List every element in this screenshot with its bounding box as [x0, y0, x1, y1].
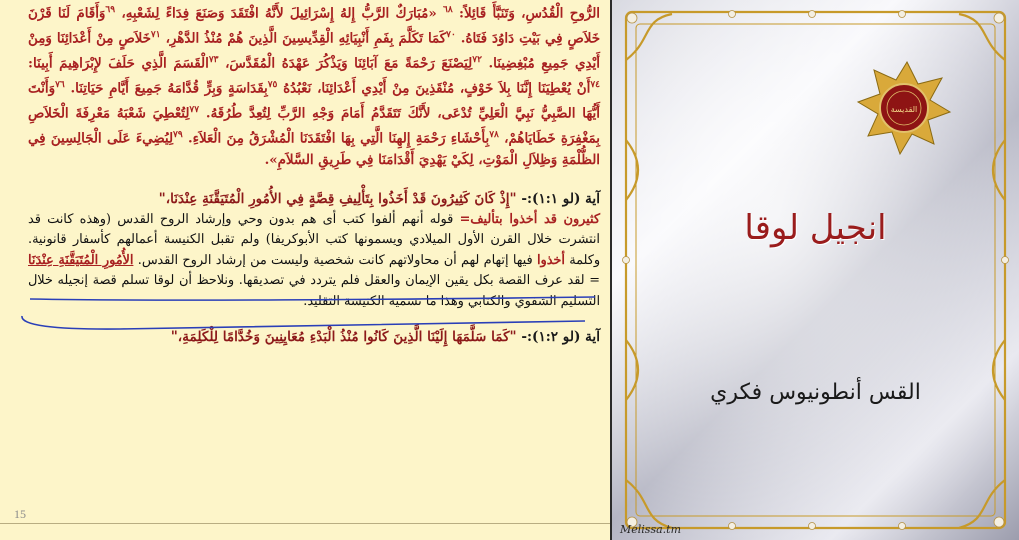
verse-text: الرُّوحِ الْقُدُسِ، وَتَنَبَّأَ قَائِلاً:: [452, 5, 600, 22]
silver-sheen: [612, 0, 1019, 540]
verse-number: ٧٣: [208, 55, 219, 66]
book-author: القس أنطونيوس فكري: [710, 380, 921, 405]
verse-text: بِأَحْشَاءِ رَحْمَةِ إِلهِنَا الَّتِي بِهَا افْتَقَدَنَا الْمُشْرَقُ مِنَ الْعَلاَءِ.: [182, 130, 490, 147]
verse-text: كَمَا تَكَلَّمَ بِفَمِ أَنْبِيَائِهِ الْقِدِّيسِينَ الَّذِينَ هُمْ مُنْذُ الدَّهْرِ،: [160, 30, 447, 47]
commentary-text: فيها إتهام لهم أن محاولاتهم كانت شخصية وليست من إرشاد الروح القدس.: [133, 252, 537, 268]
verse-number: ٧٥: [267, 80, 278, 91]
artist-signature: Melissa.tm: [620, 523, 682, 536]
page-footer-rule: [0, 523, 610, 524]
verse-text: أَنْ يُعْطِيَنَا إِنَّنَا بِلاَ خَوْفٍ، مُنْقَذِينَ مِنْ أَيْدِي أَعْدَائِنَا، نَعْبُدُهُ: [277, 80, 591, 97]
verse-number: ٧٧: [189, 105, 200, 116]
verse-number: ٧٩: [173, 130, 183, 141]
verse-number: ٦٩: [105, 5, 116, 15]
verse-number: ٧٤: [590, 80, 600, 91]
text-body: [28, 0, 600, 348]
verse-paragraph: [28, 0, 600, 172]
verse-text: خَلاَصٍ مِنْ أَعْدَائِنَا وَمِنْ أَيْدِي جَمِيعِ مُبْغِضِينَا.: [28, 30, 601, 72]
cover-page: [612, 0, 1019, 540]
verse-text: بِقَدَاسَةٍ وَبِرٍّ قُدَّامَهُ جَمِيعَ أَيَّامِ حَيَاتِنَا.: [64, 80, 268, 97]
commentary-phrase: الأُمُورِ الْمُتَيَقَّنَةِ عِنْدَنَا: [28, 252, 134, 268]
commentary-keyword: أخذوا: [536, 252, 565, 268]
verse-text: لِيَصْنَعَ رَحْمَةً مَعَ آبَائِنَا وَيَذْكُرَ عَهْدَهُ الْمُقَدَّسَ،: [218, 55, 473, 72]
page-number: 15: [14, 507, 26, 521]
verse-text: وَأَنْتَ أَيُّهَا الصَّبِيُّ نَبِيَّ الْعَلِيِّ تُدْعَى، لأَنَّكَ تَتَقَدَّمُ أَمَامَ وَجْهِ الرَّبِّ لِتُعِدَّ طُرُقَهُ.: [28, 80, 600, 122]
commentary-paragraph: [28, 210, 600, 313]
verse-reference: آية (لو ١:٢):-: [516, 329, 600, 346]
verse-number: ٦٨: [443, 5, 453, 15]
verse-text: لِتُعْطِيَ شَعْبَهُ مَعْرِفَةَ الْخَلاَصِ بِمَغْفِرَةِ خَطَايَاهُمْ،: [28, 105, 601, 147]
verse-number: ٧٢: [472, 55, 482, 66]
commentary-text: = لقد عرف القصة بكل يقين الإيمان والعقل فلم يتردد في تصديقها. ونلاحظ أن لوقا تسلم قصة إنجيله خلال التسليم الشفوي والكتابي وهذا ما تسميه الكنيسة التقليد.: [28, 273, 600, 309]
verse-quote: "كَمَا سَلَّمَهَا إِلَيْنَا الَّذِينَ كَانُوا مُنْذُ الْبَدْءِ مُعَايِنِينَ وَخُدَّامًا لِلْكَلِمَةِ،": [170, 329, 517, 346]
emblem-text: القديسة: [890, 105, 918, 114]
verse-text: لِيُضِيءَ عَلَى الْجَالِسِينَ فِي الظُّلْمَةِ وَظِلاَلِ الْمَوْتِ، لِكَيْ يَهْدِيَ أَقْدَامَنَا فِي طَرِيقِ السَّلاَمِ».: [28, 130, 600, 169]
commentary-text: قوله أنهم ألفوا كتب أى هم بدون وحي وإرشاد الروح القدس (وهذه كانت قد انتشرت خلال القرن الأول الميلادي ويسمونها كتب الأبوكريفا) ولم تقبل الكنيسة أعمالهم كأسفار قانونية. وكلمة: [28, 211, 600, 268]
verse-number: ٧٨: [489, 130, 499, 141]
verse-number: ٧٦: [55, 80, 65, 91]
verse-text: وَأَقَامَ لَنَا قَرْنَ خَلاَصٍ فِي بَيْتِ دَاوُدَ فَتَاهُ.: [28, 5, 600, 47]
verse-quote: "إِذْ كَانَ كَثِيرُونَ قَدْ أَخَذُوا بِتَأْلِيفِ قِصَّةٍ فِي الأُمُورِ الْمُتَيَقَّنَةِ عِنْدَنَا،": [158, 190, 517, 207]
verse-heading-1: [28, 188, 600, 210]
verse-number: ٧٠: [446, 30, 456, 41]
commentary-lead: كثيرون قد أخذوا بتأليف=: [459, 211, 600, 227]
verse-reference: آية (لو ١:١):-: [516, 190, 600, 207]
verse-text: الْقَسَمَ الَّذِي حَلَفَ لإِبْرَاهِيمَ أَبِينَا:: [28, 55, 209, 72]
verse-number: ٧١: [150, 30, 161, 41]
verse-heading-2: [28, 326, 600, 348]
verse-text: «مُبَارَكٌ الرَّبُّ إِلهُ إِسْرَائِيلَ لأَنَّهُ افْتَقَدَ وَصَنَعَ فِدَاءً لِشَعْبِهِ،: [115, 5, 444, 22]
book-title: انجيل لوقا: [744, 208, 887, 248]
cover-artwork: [612, 0, 1019, 540]
